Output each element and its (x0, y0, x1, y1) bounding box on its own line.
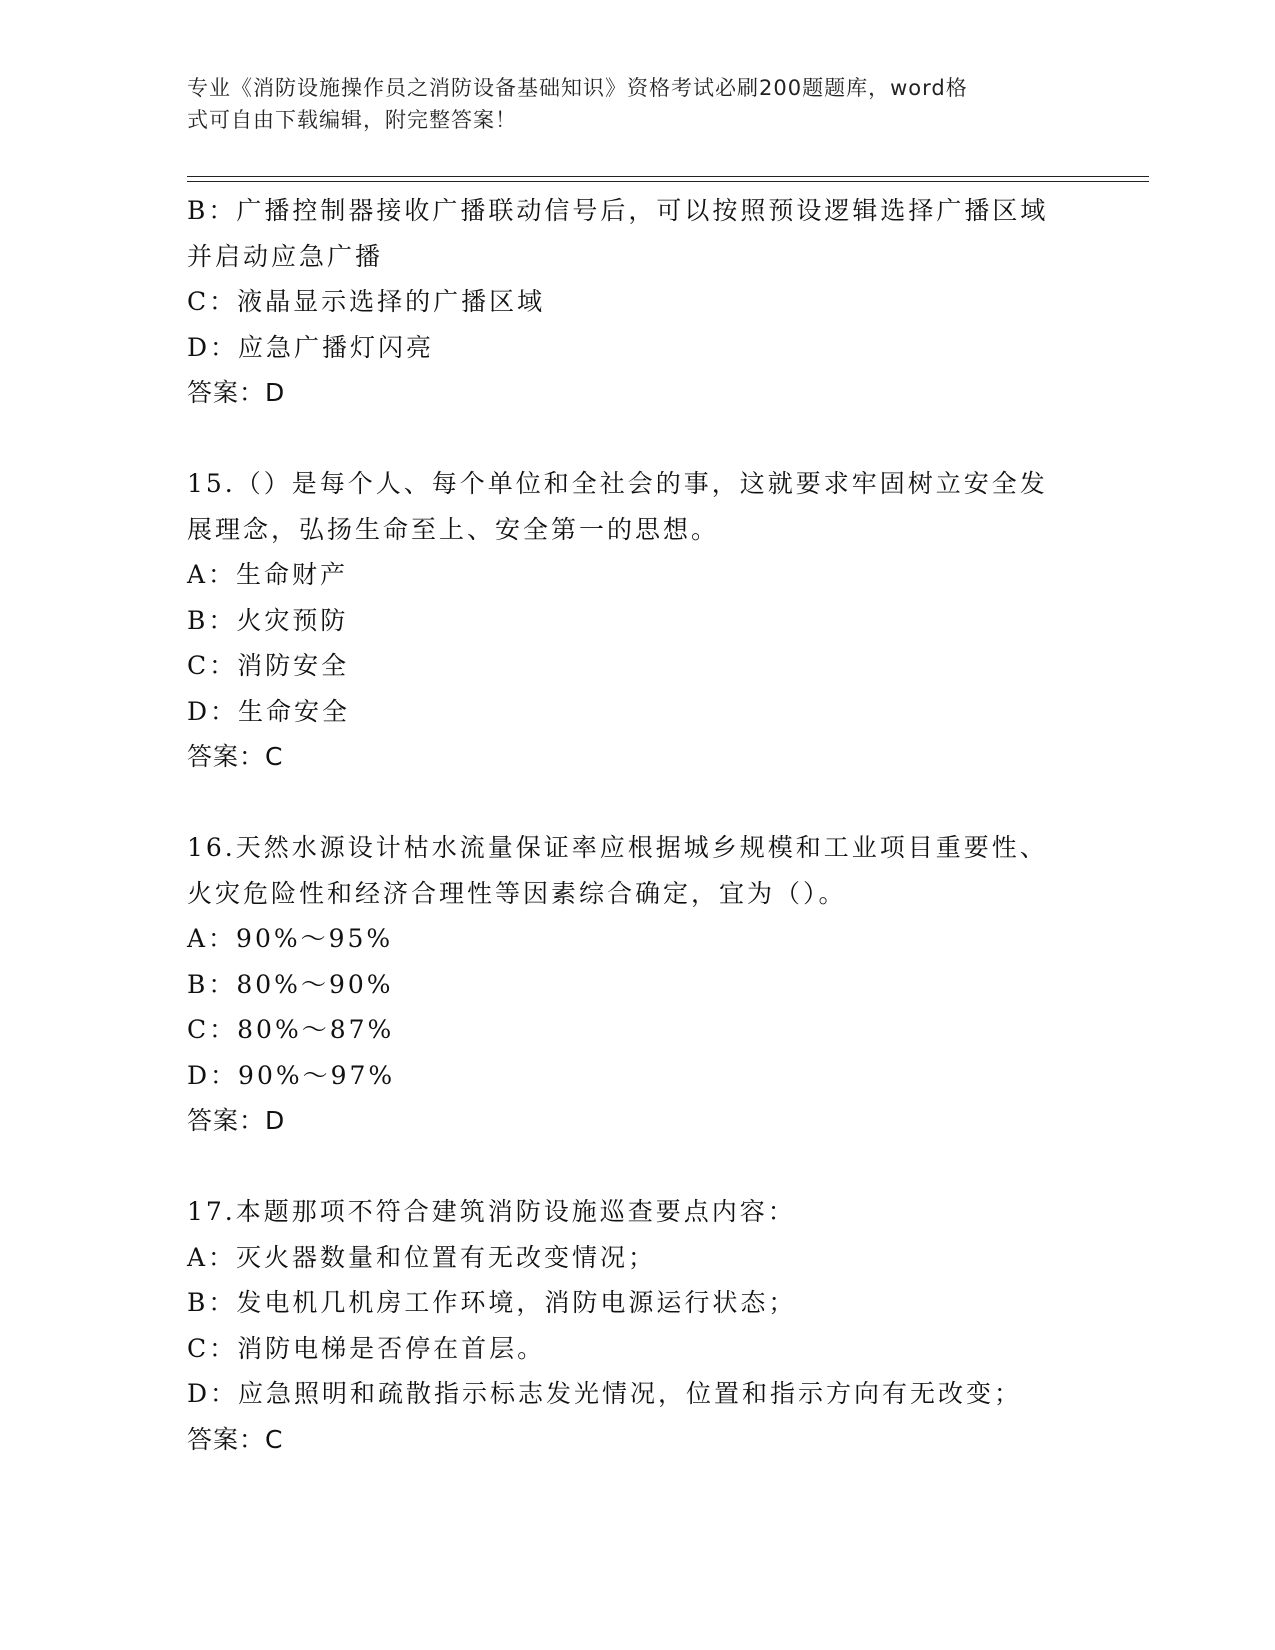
option-d: D：应急广播灯闪亮 (187, 332, 435, 362)
option-b-line-1: B：广播控制器接收广播联动信号后，可以按照预设逻辑选择广播区域 (187, 196, 1049, 225)
spacer (187, 1144, 1087, 1190)
spacer (187, 780, 1087, 826)
question-14-tail (187, 188, 1087, 416)
header-line-1: 专业《消防设施操作员之消防设备基础知识》资格考试必刷200题题库，word格 (187, 76, 968, 100)
option-d: D：90%～97% (187, 1060, 396, 1090)
option-a: A：灭火器数量和位置有无改变情况； (187, 1242, 657, 1272)
question-stem-line-1: 15.（）是每个人、每个单位和全社会的事，这就要求牢固树立安全发 (187, 469, 1048, 498)
question-17 (187, 1189, 1087, 1462)
option-b: B：80%～90% (187, 969, 394, 999)
question-15 (187, 461, 1087, 780)
option-d: D：应急照明和疏散指示标志发光情况，位置和指示方向有无改变； (187, 1379, 1023, 1408)
option-b-line-2: 并启动应急广播 (187, 241, 384, 271)
option-c: C：消防电梯是否停在首层。 (187, 1333, 546, 1363)
option-a: A：生命财产 (187, 560, 349, 589)
answer: 答案：D (187, 1106, 286, 1135)
document-header (187, 72, 1067, 136)
question-stem-line-1: 17.本题那项不符合建筑消防设施巡查要点内容： (187, 1197, 796, 1226)
header-divider-top (187, 176, 1149, 177)
question-content (187, 188, 1087, 1462)
option-a: A：90%～95% (187, 924, 394, 953)
option-c: C：液晶显示选择的广播区域 (187, 287, 546, 316)
option-b: B：发电机几机房工作环境，消防电源运行状态； (187, 1288, 797, 1317)
question-stem-line-2: 展理念，弘扬生命至上、安全第一的思想。 (187, 514, 720, 544)
option-c: C：消防安全 (187, 651, 350, 680)
question-stem-line-1: 16.天然水源设计枯水流量保证率应根据城乡规模和工业项目重要性、 (187, 833, 1048, 862)
option-b: B：火灾预防 (187, 605, 349, 635)
spacer (187, 416, 1087, 462)
answer: 答案：D (187, 378, 286, 407)
header-line-2: 式可自由下载编辑，附完整答案！ (187, 108, 517, 132)
question-16 (187, 825, 1087, 1144)
header-divider-bottom (187, 181, 1149, 182)
question-stem-line-2: 火灾危险性和经济合理性等因素综合确定，宜为（）。 (187, 878, 847, 908)
option-c: C：80%～87% (187, 1015, 395, 1044)
answer: 答案：C (187, 742, 284, 771)
answer: 答案：C (187, 1424, 284, 1454)
option-d: D：生命安全 (187, 696, 351, 726)
